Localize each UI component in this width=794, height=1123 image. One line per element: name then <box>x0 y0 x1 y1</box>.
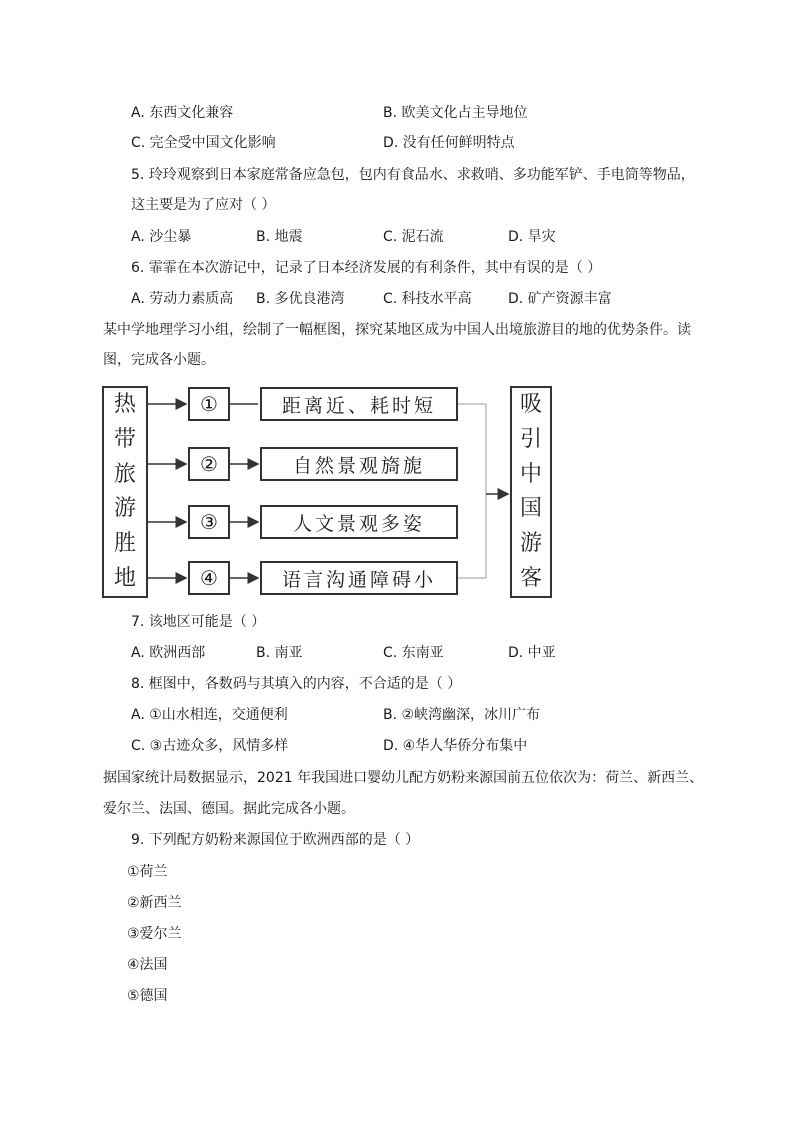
item-box-3: 人文景观多姿 <box>260 505 458 539</box>
q4-option-b: B. 欧美文化占主导地位 <box>383 105 528 121</box>
q5-option-b: B. 地震 <box>256 229 303 245</box>
item-box-4: 语言沟通障碍小 <box>260 561 458 595</box>
left-char: 游 <box>113 496 136 522</box>
q7-option-d: D. 中亚 <box>508 645 556 661</box>
q5-stem-line1: 5. 玲玲观察到日本家庭常备应急包，包内有食品水、求救哨、多功能军铲、手电筒等物品， <box>131 167 695 183</box>
intro3-line2: 爱尔兰、法国、德国。据此完成各小题。 <box>103 801 355 817</box>
q6-option-d: D. 矿产资源丰富 <box>508 291 612 307</box>
intro3-line1: 据国家统计局数据显示，2021 年我国进口婴幼儿配方奶粉来源国前五位依次为：荷兰、新西兰、 <box>103 770 704 786</box>
q8-option-c: C. ③古迹众多，风情多样 <box>131 738 289 754</box>
q5-option-c: C. 泥石流 <box>383 229 444 245</box>
q6-option-b: B. 多优良港湾 <box>256 291 345 307</box>
right-char: 吸 <box>519 392 542 418</box>
q6-option-a: A. 劳动力素质高 <box>131 291 234 307</box>
q7-option-c: C. 东南亚 <box>383 645 444 661</box>
q9-item-1: ①荷兰 <box>127 864 168 880</box>
intro2-line1: 某中学地理学习小组，绘制了一幅框图，探究某地区成为中国人出境旅游目的地的优势条件。读 <box>103 322 691 338</box>
q8-option-d: D. ④华人华侨分布集中 <box>383 738 528 754</box>
flow-diagram <box>102 384 554 600</box>
q7-option-a: A. 欧洲西部 <box>131 645 206 661</box>
right-box-attract-tourists <box>510 386 552 598</box>
q5-stem-line2: 这主要是为了应对（ ） <box>131 197 276 213</box>
q6-stem: 6. 霏霏在本次游记中，记录了日本经济发展的有利条件，其中有误的是（ ） <box>131 260 602 276</box>
left-char: 地 <box>113 565 136 591</box>
left-char: 带 <box>113 426 136 452</box>
q5-option-a: A. 沙尘暴 <box>131 229 192 245</box>
q4-option-a: A. 东西文化兼容 <box>131 105 234 121</box>
right-char: 游 <box>519 530 542 556</box>
q5-option-d: D. 旱灾 <box>508 229 556 245</box>
right-char: 国 <box>519 496 542 522</box>
number-box-4: ④ <box>188 561 230 595</box>
right-char: 中 <box>519 461 542 487</box>
left-char: 旅 <box>113 461 136 487</box>
q4-option-d: D. 没有任何鲜明特点 <box>383 135 515 151</box>
right-char: 引 <box>519 426 542 452</box>
q9-item-3: ③爱尔兰 <box>127 926 182 942</box>
number-box-3: ③ <box>188 505 230 539</box>
q9-item-5: ⑤德国 <box>127 988 168 1004</box>
left-char: 热 <box>113 392 136 418</box>
item-box-2: 自然景观旖旎 <box>260 447 458 481</box>
intro2-line2: 图，完成各小题。 <box>103 352 215 368</box>
q8-option-a: A. ①山水相连，交通便利 <box>131 707 288 723</box>
q9-stem: 9. 下列配方奶粉来源国位于欧洲西部的是（ ） <box>131 832 420 848</box>
q9-item-2: ②新西兰 <box>127 895 182 911</box>
item-box-1: 距离近、耗时短 <box>260 387 458 421</box>
q4-option-c: C. 完全受中国文化影响 <box>131 135 276 151</box>
left-box-tropical-resort <box>102 386 148 598</box>
right-char: 客 <box>519 565 542 591</box>
q6-option-c: C. 科技水平高 <box>383 291 472 307</box>
q8-option-b: B. ②峡湾幽深，冰川广布 <box>383 707 541 723</box>
number-box-2: ② <box>188 447 230 481</box>
q7-stem: 7. 该地区可能是（ ） <box>131 614 266 630</box>
q7-option-b: B. 南亚 <box>256 645 303 661</box>
number-box-1: ① <box>188 387 230 421</box>
q9-item-4: ④法国 <box>127 957 168 973</box>
left-char: 胜 <box>113 530 136 556</box>
q8-stem: 8. 框图中，各数码与其填入的内容，不合适的是（ ） <box>131 676 462 692</box>
